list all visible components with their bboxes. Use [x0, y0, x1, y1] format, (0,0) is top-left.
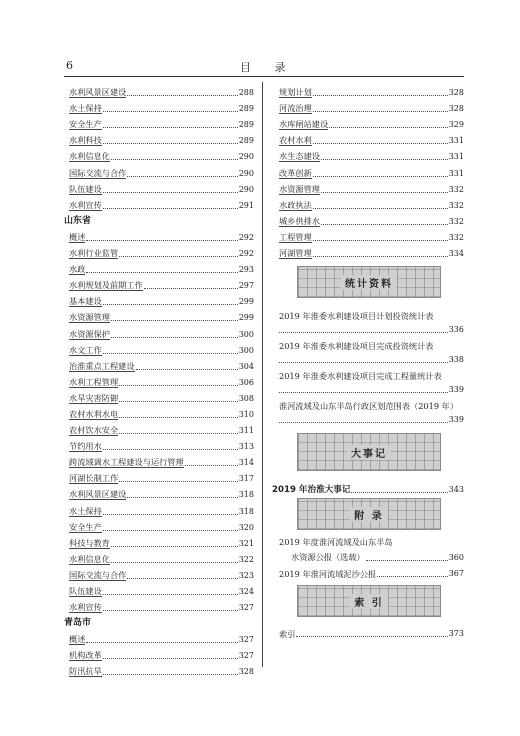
header-rule: [64, 76, 464, 77]
toc-entry-statistics-2[interactable]: [274, 341, 464, 365]
toc-entry-title: 水库闸站建设: [279, 119, 329, 130]
toc-entry-page: 321: [238, 538, 254, 548]
toc-entry-page: 322: [238, 554, 254, 564]
toc-entry-title: 水利风景区建设: [69, 87, 127, 98]
toc-leader-dots: [321, 159, 448, 160]
toc-leader-dots: [366, 560, 448, 561]
toc-right-entries: [274, 82, 464, 259]
toc-entry-page: 332: [448, 232, 464, 242]
toc-entry-page: 332: [448, 216, 464, 226]
toc-entry-page: 339: [448, 415, 464, 425]
toc-entry-statistics-3[interactable]: [274, 371, 464, 395]
index-banner-label: 索 引: [350, 594, 387, 609]
toc-leader-dots: [279, 422, 448, 423]
toc-entry[interactable]: [64, 275, 254, 291]
toc-leader-dots: [313, 240, 448, 241]
toc-entry-title: 治淮重点工程建设: [69, 360, 135, 371]
toc-leader-dots: [86, 642, 237, 643]
toc-leader-dots: [185, 465, 238, 466]
toc-entry-statistics-4[interactable]: [274, 401, 464, 425]
toc-leader-dots: [313, 111, 448, 112]
toc-entry-title: 河流治理: [279, 103, 312, 114]
toc-entry-appendix-1[interactable]: [274, 537, 464, 563]
toc-entry-page: 313: [238, 442, 254, 452]
toc-leader-dots: [103, 192, 238, 193]
toc-entry[interactable]: [64, 162, 254, 178]
toc-section-heading: [64, 211, 254, 227]
toc-entry-title: 科技与教育: [69, 537, 110, 548]
toc-entry[interactable]: [64, 404, 254, 420]
toc-entry[interactable]: [64, 340, 254, 356]
toc-entry-page: 318: [238, 506, 254, 516]
toc-entry-title: 概述: [69, 231, 86, 242]
toc-entry-title: 水利科技: [69, 135, 102, 146]
toc-entry-page: 336: [448, 325, 464, 335]
toc-leader-dots: [321, 224, 448, 225]
toc-leader-dots: [103, 594, 238, 595]
toc-leader-dots: [103, 353, 238, 354]
toc-entry-title: 水土保持: [69, 103, 102, 114]
toc-leader-dots: [119, 256, 238, 257]
toc-entry-title: 水利规划及前期工作: [69, 280, 143, 291]
toc-leader-dots: [111, 562, 238, 563]
toc-entry-page: 338: [448, 355, 464, 365]
toc-leader-dots: [279, 332, 448, 333]
toc-entry-title: 水资源保护: [69, 328, 110, 339]
toc-leader-dots: [313, 143, 448, 144]
toc-entry-page: 292: [238, 249, 254, 259]
toc-entry-page: 299: [238, 313, 254, 323]
toc-entry-page: 327: [238, 603, 254, 613]
toc-entry-title: 河湖管理: [279, 248, 312, 259]
toc-entry-statistics-1[interactable]: [274, 311, 464, 335]
toc-leader-dots: [127, 578, 237, 579]
toc-entry[interactable]: [64, 436, 254, 452]
toc-entry-title-line1: 2019 年度淮河流域及山东半岛: [279, 537, 393, 548]
toc-entry[interactable]: [274, 227, 464, 243]
toc-entry-title: 跨流域调水工程建设与运行管理: [69, 457, 184, 468]
toc-entry-title: 队伍建设: [69, 586, 102, 596]
toc-leader-dots: [103, 449, 238, 450]
toc-entry[interactable]: [64, 259, 254, 275]
index-banner: [274, 579, 464, 623]
index-banner-box: [297, 585, 441, 617]
toc-entry[interactable]: [64, 629, 254, 645]
toc-entry-title: 工程管理: [279, 231, 312, 242]
toc-entry-page: 289: [238, 104, 254, 114]
toc-leader-dots: [127, 497, 237, 498]
toc-entry-title: 水利风景区建设: [69, 489, 127, 500]
toc-entry-title: 2019 年治淮大事记: [272, 485, 351, 496]
toc-leader-dots: [144, 288, 238, 289]
toc-entry-title: 水土保持: [69, 505, 102, 516]
toc-entry[interactable]: [274, 146, 464, 162]
toc-section-heading: [64, 613, 254, 629]
toc-leader-dots: [279, 362, 448, 363]
toc-entry-page: 331: [448, 136, 464, 146]
toc-entry[interactable]: [274, 162, 464, 178]
toc-entry[interactable]: [274, 211, 464, 227]
toc-entry[interactable]: [64, 645, 254, 661]
toc-entry[interactable]: [64, 307, 254, 323]
toc-entry-title: 水文工作: [69, 344, 102, 355]
toc-leader-dots: [313, 256, 448, 257]
toc-entry-title: 索引: [279, 629, 296, 640]
toc-entry-page: 300: [238, 329, 254, 339]
toc-section-title: 青岛市: [64, 618, 92, 629]
toc-leader-dots: [313, 176, 448, 177]
toc-entry-title: 农村水利水电: [69, 408, 119, 419]
toc-entry-page: 304: [238, 361, 254, 371]
statistics-banner-box: [297, 266, 441, 298]
toc-entry-title: 基本建设: [69, 296, 102, 307]
toc-entry-page: 310: [238, 409, 254, 419]
toc-entry-page: 320: [238, 522, 254, 532]
toc-entry-title: 城乡供排水: [279, 215, 320, 226]
toc-entry-title: 水政: [69, 264, 86, 275]
toc-entry-title: 水利宣传: [69, 199, 102, 210]
toc-entry-page: 292: [238, 232, 254, 242]
toc-leader-dots: [86, 272, 237, 273]
page-header-title: 目 录: [240, 61, 296, 74]
toc-entry-title: 水利宣传: [69, 602, 102, 613]
toc-entry[interactable]: [64, 243, 254, 259]
toc-entry[interactable]: [64, 661, 254, 677]
appendix-banner-box: [297, 498, 441, 530]
toc-entry-title: 农村水利: [279, 135, 312, 146]
toc-entry-page: 343: [448, 485, 464, 495]
toc-entry[interactable]: [274, 195, 464, 211]
toc-entry[interactable]: [274, 243, 464, 259]
toc-entry[interactable]: [64, 372, 254, 388]
toc-entry-title: 国际交流与合作: [69, 569, 127, 580]
toc-entry-page: 314: [238, 458, 254, 468]
toc-leader-dots: [103, 111, 238, 112]
toc-entry-page: 289: [238, 136, 254, 146]
toc-leader-dots: [86, 240, 237, 241]
toc-entry[interactable]: [64, 227, 254, 243]
toc-right-column: [274, 82, 464, 639]
toc-entry-title: 2019 年淮委水利建设项目计划投资统计表: [279, 311, 434, 322]
events-banner: [274, 425, 464, 479]
toc-entry[interactable]: [64, 195, 254, 211]
toc-entry[interactable]: [64, 82, 254, 98]
toc-entry[interactable]: [274, 98, 464, 114]
toc-leader-dots: [119, 433, 238, 434]
toc-leader-dots: [103, 514, 238, 515]
toc-entry-page: 300: [238, 345, 254, 355]
toc-entry-page: 327: [238, 635, 254, 645]
toc-entry-title: 水资源管理: [279, 183, 320, 194]
toc-leader-dots: [313, 95, 448, 96]
toc-entry-page: 291: [238, 200, 254, 210]
toc-entry-title: 水政执法: [279, 199, 312, 210]
toc-entry-page: 332: [448, 184, 464, 194]
toc-entry-title: 改革创新: [279, 167, 312, 178]
toc-entry-page: 328: [448, 104, 464, 114]
toc-leader-dots: [103, 610, 238, 611]
toc-entry[interactable]: [64, 388, 254, 404]
toc-entry[interactable]: [64, 114, 254, 130]
toc-entry[interactable]: [64, 291, 254, 307]
toc-leader-dots: [119, 481, 238, 482]
toc-entry-page: 318: [238, 490, 254, 500]
toc-leader-dots: [103, 127, 238, 128]
toc-entry[interactable]: [274, 82, 464, 98]
toc-entry[interactable]: [64, 549, 254, 565]
toc-leader-dots: [111, 546, 238, 547]
toc-entry[interactable]: [64, 420, 254, 436]
column-divider: [262, 82, 263, 667]
toc-leader-dots: [296, 636, 447, 637]
toc-entry-page: 334: [448, 249, 464, 259]
toc-entry-title: 水利行业监管: [69, 248, 119, 259]
toc-leader-dots: [119, 417, 238, 418]
toc-entry-index[interactable]: [274, 623, 464, 639]
toc-entry-title: 防汛抗旱: [69, 666, 102, 677]
toc-leader-dots: [321, 192, 448, 193]
toc-entry[interactable]: [64, 146, 254, 162]
toc-entry-page: 329: [448, 120, 464, 130]
toc-entry-title: 2019 年淮委水利建设项目完成投资统计表: [279, 341, 434, 352]
toc-entry[interactable]: [64, 323, 254, 339]
toc-entry-title: 安全生产: [69, 521, 102, 532]
toc-entry[interactable]: [274, 130, 464, 146]
toc-leader-dots: [103, 674, 238, 675]
toc-entry-title: 节约用水: [69, 441, 102, 452]
toc-entry[interactable]: [274, 114, 464, 130]
toc-entry-title: 水利信息化: [69, 151, 110, 162]
toc-entry[interactable]: [64, 517, 254, 533]
toc-entry-page: 317: [238, 474, 254, 484]
toc-leader-dots: [127, 95, 237, 96]
toc-entry-page: 297: [238, 281, 254, 291]
toc-entry-page: 367: [448, 569, 464, 579]
toc-leader-dots: [313, 208, 448, 209]
toc-entry[interactable]: [64, 581, 254, 597]
toc-section-title: 山东省: [64, 215, 92, 226]
toc-entry-title: 水利信息化: [69, 553, 110, 564]
toc-entry-page: 323: [238, 570, 254, 580]
toc-entry[interactable]: [274, 179, 464, 195]
toc-entry-title: 国际交流与合作: [69, 167, 127, 178]
toc-leader-dots: [103, 658, 238, 659]
toc-entry-page: 290: [238, 152, 254, 162]
toc-entry-page: 373: [448, 629, 464, 639]
toc-entry-title: 河湖长制工作: [69, 473, 119, 484]
toc-entry-title: 队伍建设: [69, 183, 102, 194]
toc-entry-title: 2019 年淮委水利建设项目完成工程量统计表: [279, 371, 442, 382]
toc-leader-dots: [127, 176, 237, 177]
events-banner-label: 大事记: [347, 445, 391, 460]
toc-left-column: [64, 82, 254, 677]
toc-entry-page: 360: [448, 553, 464, 563]
toc-entry-title: 规划计划: [279, 87, 312, 98]
toc-entry-title: 水资源管理: [69, 312, 110, 323]
toc-entry-page: 289: [238, 120, 254, 130]
toc-leader-dots: [111, 320, 238, 321]
toc-leader-dots: [329, 127, 448, 128]
appendix-banner-label: 附 录: [350, 507, 387, 522]
toc-leader-dots: [111, 337, 238, 338]
statistics-banner-label: 统计资料: [341, 275, 397, 290]
toc-entry-page: 332: [448, 200, 464, 210]
toc-entry[interactable]: [64, 500, 254, 516]
toc-entry-title-line2: 水资源公报（选载）: [291, 552, 365, 563]
toc-leader-dots: [119, 385, 238, 386]
toc-entry-page: 293: [238, 265, 254, 275]
toc-entry-title: 水利工程管理: [69, 376, 119, 387]
toc-entry-title: 水生态建设: [279, 151, 320, 162]
toc-leader-dots: [111, 159, 238, 160]
toc-leader-dots: [279, 392, 448, 393]
toc-entry-page: 339: [448, 385, 464, 395]
toc-entry[interactable]: [64, 597, 254, 613]
toc-entry[interactable]: [64, 533, 254, 549]
toc-entry-page: 331: [448, 168, 464, 178]
toc-entry[interactable]: [64, 130, 254, 146]
toc-entry-page: 288: [238, 88, 254, 98]
toc-leader-dots: [103, 143, 238, 144]
toc-entry-title: 农村饮水安全: [69, 425, 119, 436]
toc-entry-page: 308: [238, 393, 254, 403]
toc-entry[interactable]: [64, 452, 254, 468]
toc-entry-title: 概述: [69, 634, 86, 645]
toc-leader-dots: [351, 492, 447, 493]
appendix-banner: [274, 495, 464, 533]
events-banner-box: [297, 433, 441, 471]
toc-entry-title: 2019 年淮河流域泥沙公报: [279, 569, 377, 580]
toc-entry[interactable]: [64, 179, 254, 195]
toc-entry[interactable]: [64, 468, 254, 484]
toc-entry-title: 安全生产: [69, 119, 102, 130]
toc-entry-events[interactable]: [272, 479, 464, 495]
toc-leader-dots: [119, 401, 238, 402]
statistics-banner: [274, 259, 464, 305]
toc-entry[interactable]: [64, 98, 254, 114]
toc-entry[interactable]: [64, 565, 254, 581]
toc-entry-page: 290: [238, 184, 254, 194]
toc-entry-page: 328: [448, 88, 464, 98]
toc-entry-page: 306: [238, 377, 254, 387]
toc-entry-title: 淮河流域及山东半岛行政区划范围表（2019 年）: [279, 401, 459, 412]
toc-entry-title: 机构改革: [69, 650, 102, 661]
toc-leader-dots: [103, 530, 238, 531]
toc-entry-page: 331: [448, 152, 464, 162]
toc-leader-dots: [103, 304, 238, 305]
toc-entry-appendix-2[interactable]: [274, 563, 464, 579]
page-number: 6: [66, 59, 73, 72]
toc-entry-page: 299: [238, 297, 254, 307]
toc-leader-dots: [377, 576, 448, 577]
toc-entry-page: 311: [238, 426, 254, 436]
toc-leader-dots: [136, 369, 238, 370]
toc-entry[interactable]: [64, 356, 254, 372]
toc-entry-title: 水旱灾害防御: [69, 392, 119, 403]
toc-entry[interactable]: [64, 484, 254, 500]
toc-entry-page: 324: [238, 587, 254, 596]
toc-entry-page: 328: [238, 667, 254, 677]
toc-leader-dots: [103, 208, 238, 209]
toc-entry-page: 290: [238, 168, 254, 178]
toc-entry-page: 327: [238, 651, 254, 661]
